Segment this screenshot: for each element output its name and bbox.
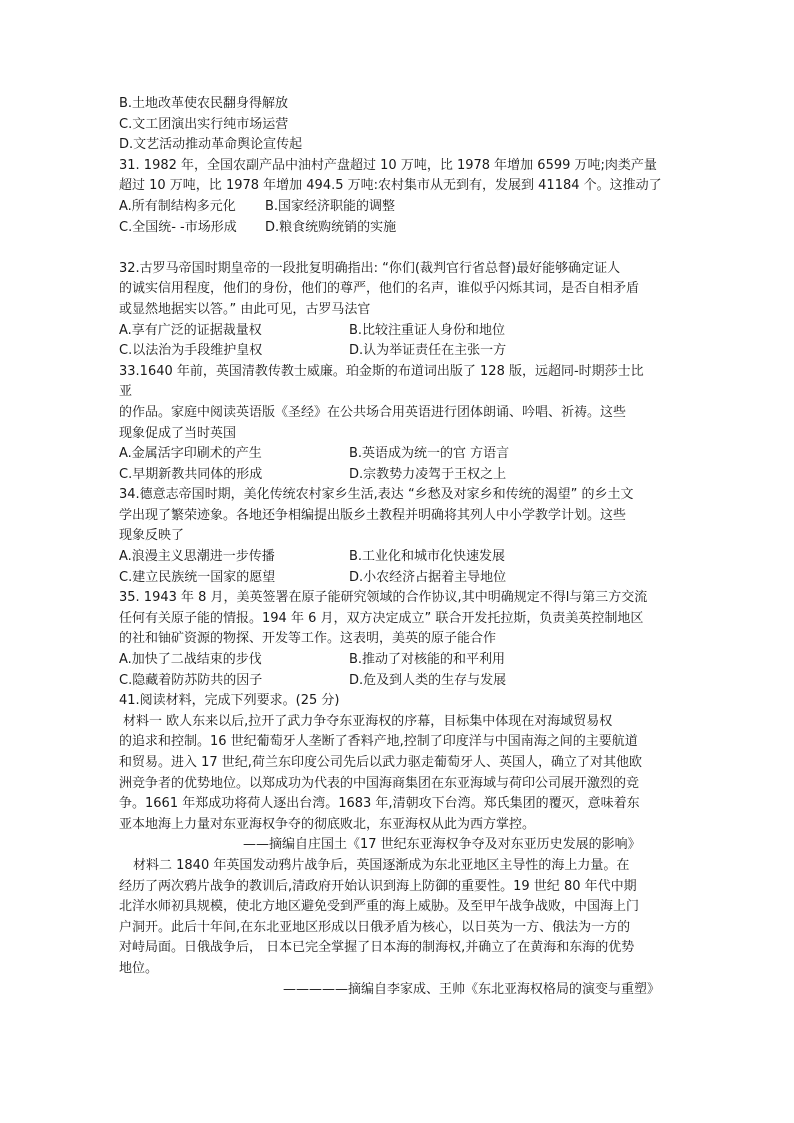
q33-option-a: A.金属活字印刷术的产生 — [119, 446, 262, 462]
question-35 — [119, 588, 679, 691]
q33-option-b: B.英语成为统一的官 方语言 — [349, 446, 510, 462]
q31-option-c: C.全国统- -市场形成 — [119, 219, 237, 235]
question-33 — [119, 362, 679, 486]
question-32 — [119, 259, 679, 362]
q33-stem-line: 的作品。家庭中阅读英语版《圣经》在公共场合用英语进行团体朗诵、吟唱、祈祷。这些 — [119, 404, 627, 420]
question-41 — [119, 691, 679, 1000]
material-two-source: —————摘编自李家成、王帅《东北亚海权格局的演变与重塑》 — [283, 981, 661, 997]
q34-option-c: C.建立民族统一国家的愿望 — [119, 569, 276, 585]
q31-options-row — [119, 218, 679, 239]
q32-options-row — [119, 321, 679, 342]
q41-stem: 41.阅读材料，完成下列要求。(25 分) — [119, 693, 340, 709]
q31-option-a: A.所有制结构多元化 — [119, 198, 236, 214]
question-34 — [119, 485, 679, 588]
q31-option-b: B.国家经济职能的调整 — [265, 198, 396, 214]
q33-options-row — [119, 444, 679, 465]
q35-option-b: B.推动了对核能的和平利用 — [349, 652, 506, 668]
q33-option-c: C.早期新教共同体的形成 — [119, 466, 263, 482]
q34-stem-line: 学出现了繁荣迹象。各地还争相编提出版乡土教程并明确将其列人中小学教学计划。这些 — [119, 507, 627, 523]
q35-option-d: D.危及到人类的生存与发展 — [349, 672, 507, 688]
q33-stem-line: 33.1640 年前，英国清教传教士威廉。珀金斯的布道词出版了 128 版，远超同-时期莎士比 — [119, 363, 644, 379]
material-two-line: 对峙局面。日俄战争后， 日本已完全掌握了日本海的制海权,并确立了在黄海和东海的优势 — [119, 940, 635, 956]
q35-options-row — [119, 650, 679, 671]
material-two-line: 材料二 1840 年英国发动鸦片战争后，英国逐渐成为东北亚地区主导性的海上力量。在 — [133, 857, 630, 873]
material-one-line: 和贸易。进入 17 世纪,荷兰东印度公司先后以武力驱走葡萄牙人、英国人，确立了对其他欧 — [119, 755, 642, 770]
question-31 — [119, 156, 679, 238]
q33-option-d: D.宗教势力凌驾于王权之上 — [349, 466, 507, 482]
prev-option-c: C.文工团演出实行纯市场运营 — [119, 116, 289, 132]
q34-option-b: B.工业化和城市化快速发展 — [349, 549, 506, 565]
q35-stem-line: 任何有关原子能的情报。194 年 6 月，双方决定成立” 联合开发托拉斯，负责美英控制地区 — [119, 610, 644, 626]
prev-option-d: D.文艺活动推动革命舆论宣传起 — [119, 137, 303, 153]
q34-stem-line: 现象反映了 — [119, 528, 185, 544]
material-two-line: 经历了两次鸦片战争的教训后,清政府开始认识到海上防御的重要性。19 世纪 80 年代中期 — [119, 878, 637, 894]
q34-options-row — [119, 547, 679, 568]
q33-stem-line: 亚 — [119, 384, 133, 400]
q35-option-a: A.加快了二战结束的步伐 — [119, 652, 262, 668]
material-two — [119, 856, 679, 1000]
q32-options-row — [119, 341, 679, 362]
q31-stem-line: 31. 1982 年，全国农副产品中油村产盘超过 10 万吨，比 1978 年增加 6599 万吨;肉类产量 — [119, 157, 657, 173]
q35-stem-line: 的社和铀矿资源的物探、开发等工作。这表明，美英的原子能合作 — [119, 631, 497, 647]
q32-option-d: D.认为举证责任在主张一方 — [349, 343, 507, 359]
q32-option-b: B.比较注重证人身份和地位 — [349, 322, 506, 338]
material-one-source: ——摘编自庄国土《17 世纪东亚海权争夺及对东亚历史发展的影响》 — [243, 837, 641, 853]
q33-stem-line: 现象促成了当时英国 — [119, 425, 237, 441]
q34-options-row — [119, 568, 679, 589]
q32-stem-line: 或显然地据实以答。” 由此可见，古罗马法官 — [119, 301, 371, 317]
material-one-line: 争。1661 年郑成功将荷人逐出台湾。1683 年,清朝攻下台湾。郑氏集团的覆灭，意味着东 — [119, 796, 640, 812]
q31-stem-line: 超过 10 万吨，比 1978 年增加 494.5 万吨:农村集市从无到有，发展到 41184 个。这推动了 — [119, 178, 662, 194]
spacer — [119, 238, 679, 259]
q32-stem-line: 32.古罗马帝国时期皇帝的一段批复明确指出: “你们(裁判官行省总督)最好能够确定证人 — [119, 260, 621, 276]
q31-options-row — [119, 197, 679, 218]
q34-option-a: A.浪漫主义思潮进一步传播 — [119, 549, 275, 565]
q34-option-d: D.小农经济占据着主导地位 — [349, 569, 507, 585]
material-one-line: 亚本地海上力量对东亚海权争夺的彻底败北，东亚海权从此为西方掌控。 — [119, 816, 536, 832]
q32-option-a: A.享有广泛的证据裁量权 — [119, 322, 262, 338]
prev-option-b: B.土地改革使农民翻身得解放 — [119, 96, 289, 111]
material-one-line: 材料一 欧人东来以后,拉开了武力争夺东亚海权的序幕，目标集中体现在对海域贸易权 — [123, 713, 613, 729]
q33-options-row — [119, 465, 679, 486]
material-one-line: 洲竞争者的优势地位。以郑成功为代表的中国海商集团在东亚海域与荷印公司展开激烈的竞 — [119, 775, 640, 791]
q31-option-d: D.粮食统购统销的实施 — [265, 219, 397, 235]
material-two-line: 户洞开。此后十年间,在东北亚地区形成以日俄矛盾为核心，以日英为一方、俄法为一方的 — [119, 919, 631, 935]
material-one — [119, 712, 679, 856]
q35-stem-line: 35. 1943 年 8 月，美英签署在原子能研究领域的合作协议,其中明确规定不得l与第三方交流 — [119, 590, 648, 606]
q35-option-c: C.隐藏着防苏防共的因子 — [119, 672, 263, 688]
exam-page — [119, 94, 679, 1000]
q32-stem-line: 的诚实信用程度，他们的身份，他们的尊严，他们的名声，谁似乎闪烁其词，是否自相矛盾 — [119, 281, 640, 297]
q32-option-c: C.以法治为手段维护皇权 — [119, 343, 263, 359]
material-one-line: 的追求和控制。16 世纪葡萄牙人垄断了香料产地,控制了印度洋与中国南海之间的主要航道 — [119, 734, 638, 750]
q35-options-row — [119, 671, 679, 692]
material-two-line: 北洋水师初具规模，使北方地区避免受到严重的海上威胁。及至甲午战争战败，中国海上门 — [119, 899, 640, 915]
material-two-line: 地位。 — [119, 960, 159, 976]
q34-stem-line: 34.德意志帝国时期，美化传统农村家乡生活,表达 “乡愁及对家乡和传统的渴望” 的乡土文 — [119, 487, 634, 503]
